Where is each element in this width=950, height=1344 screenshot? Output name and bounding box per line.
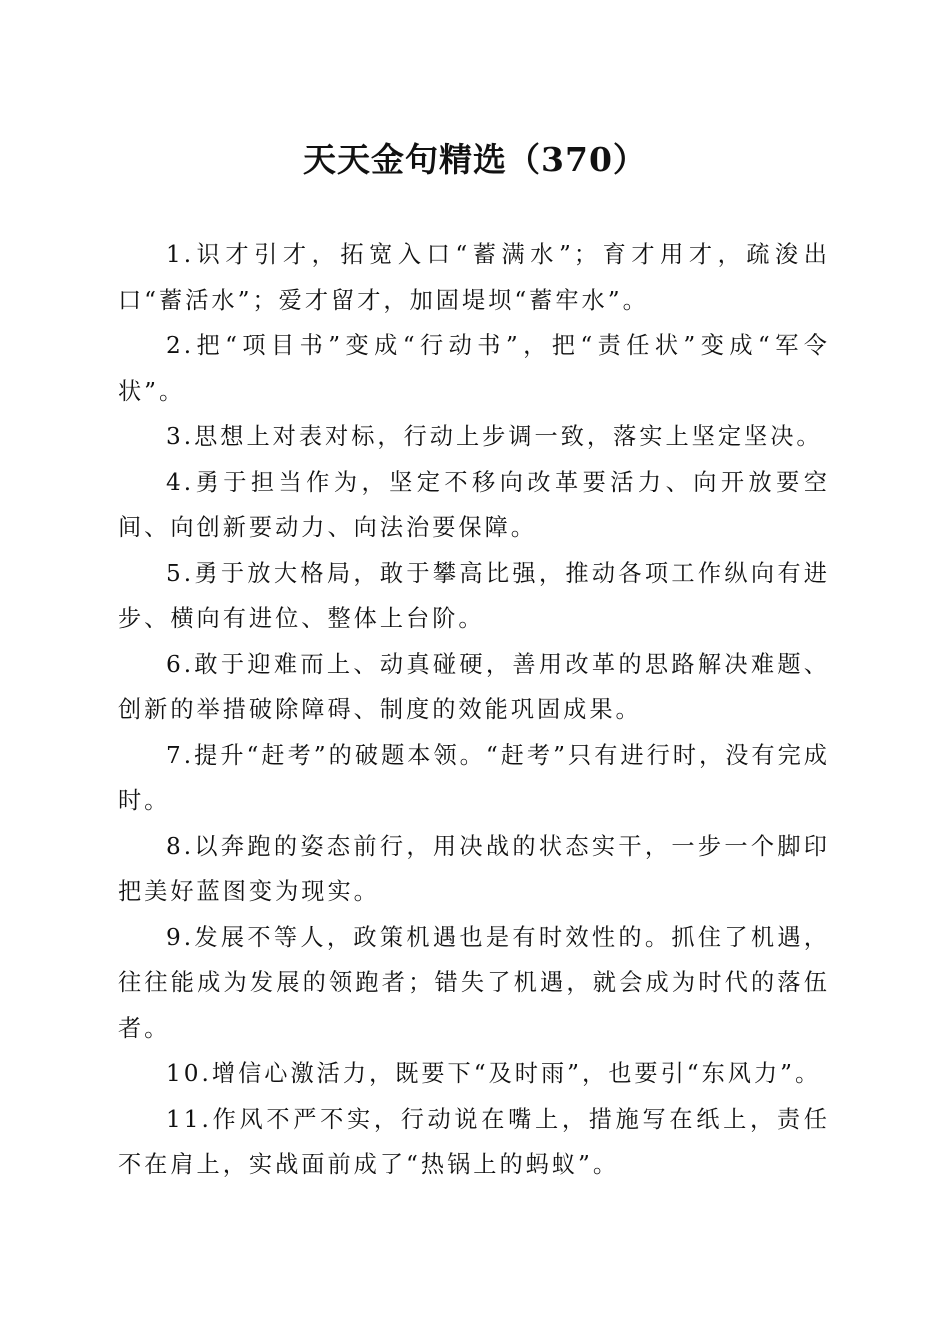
quote-item-11: 11.作风不严不实，行动说在嘴上，措施写在纸上，责任不在肩上，实战面前成了“热锅上的蚂蚁”。 bbox=[118, 1105, 830, 1178]
quote-item-10: 10.增信心激活力，既要下“及时雨”，也要引“东风力”。 bbox=[166, 1060, 822, 1087]
quote-item-7: 7.提升“赶考”的破题本领。“赶考”只有进行时，没有完成时。 bbox=[118, 741, 830, 814]
quote-item-9: 9.发展不等人，政策机遇也是有时效性的。抓住了机遇，往往能成为发展的领跑者；错失了机遇，就会成为时代的落伍者。 bbox=[118, 923, 830, 1042]
document-body bbox=[118, 232, 830, 1188]
document-title: 天天金句精选（370） bbox=[303, 140, 647, 179]
quote-item-1: 1.识才引才，拓宽入口“蓄满水”；育才用才，疏浚出口“蓄活水”；爱才留才，加固堤坝“蓄牢水”。 bbox=[118, 241, 830, 314]
quote-item-6: 6.敢于迎难而上、动真碰硬，善用改革的思路解决难题、创新的举措破除障碍、制度的效能巩固成果。 bbox=[118, 650, 830, 723]
quote-item-3: 3.思想上对表对标，行动上步调一致，落实上坚定坚决。 bbox=[166, 423, 823, 450]
quote-item-8: 8.以奔跑的姿态前行，用决战的状态实干，一步一个脚印把美好蓝图变为现实。 bbox=[118, 832, 830, 905]
quote-item-4: 4.勇于担当作为，坚定不移向改革要活力、向开放要空间、向创新要动力、向法治要保障。 bbox=[118, 468, 830, 541]
quote-item-2: 2.把“项目书”变成“行动书”，把“责任状”变成“军令状”。 bbox=[118, 332, 830, 405]
quote-item-5: 5.勇于放大格局，敢于攀高比强，推动各项工作纵向有进步、横向有进位、整体上台阶。 bbox=[118, 559, 830, 632]
